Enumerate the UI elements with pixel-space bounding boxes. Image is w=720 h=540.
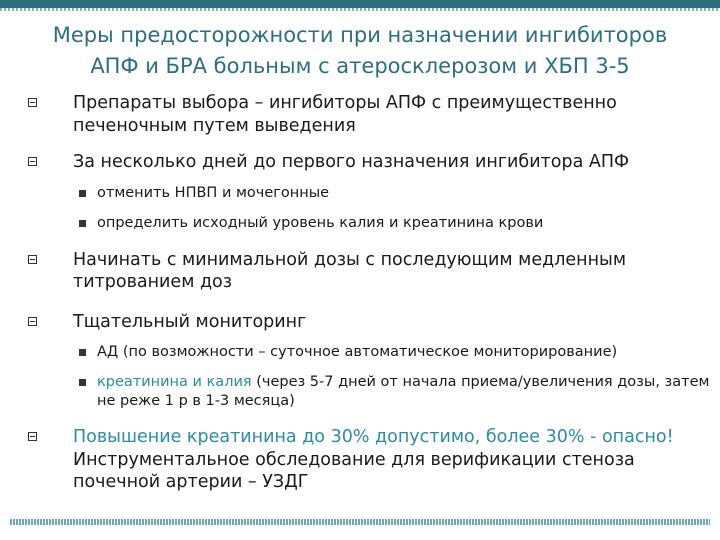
bullet-item-4	[20, 311, 710, 334]
sub-bullet-item	[20, 214, 710, 233]
minus-box-icon	[28, 317, 37, 326]
square-bullet-icon	[79, 349, 86, 356]
square-bullet-icon	[79, 379, 86, 386]
minus-box-icon	[28, 255, 37, 264]
highlighted-text: креатинина и калия	[97, 374, 252, 390]
bullet-item-3	[20, 249, 710, 294]
bullet-item-1	[20, 92, 710, 137]
sub-bullet-text: отменить НПВП и мочегонные	[97, 184, 330, 201]
bullet-list	[20, 92, 710, 494]
minus-box-icon	[28, 432, 37, 441]
bullet-text: Препараты выбора – ингибиторы АПФ с преимущественно печеночным путем выведения	[73, 93, 617, 136]
sub-bullet-item	[20, 373, 710, 411]
square-bullet-icon	[79, 190, 86, 197]
top-accent-bar	[0, 0, 720, 8]
title-line-2: АПФ и БРА больным с атеросклерозом и ХБП 3-5	[90, 54, 630, 78]
sub-bullet-item	[20, 184, 710, 203]
square-bullet-icon	[79, 220, 86, 227]
sub-bullet-text: (через 5-7 дней от начала приема/увеличения дозы, затем не реже 1 р в 1-3 месяца)	[97, 374, 710, 409]
top-stripe-decoration	[0, 8, 720, 11]
sub-bullet-text: АД (по возможности – суточное автоматическое мониторирование)	[97, 344, 618, 360]
sub-bullet-text: определить исходный уровень калия и креатинина крови	[97, 214, 544, 231]
bullet-text: Начинать с минимальной дозы с последующим медленным титрованием доз	[73, 249, 627, 292]
bullet-text: За несколько дней до первого назначения ингибитора АПФ	[73, 152, 630, 172]
slide-title	[0, 20, 720, 82]
bullet-text: Инструментальное обследование для верификации стеноза почечной артерии – УЗДГ	[73, 449, 635, 492]
sub-bullet-item	[20, 343, 710, 362]
bullet-item-5	[20, 426, 710, 494]
bottom-stripe-decoration	[10, 519, 710, 525]
minus-box-icon	[28, 157, 37, 166]
highlighted-text: Повышение креатинина до 30% допустимо, более 30% - опасно!	[73, 427, 674, 447]
bullet-item-2	[20, 151, 710, 174]
title-line-1: Меры предосторожности при назначении ингибиторов	[52, 23, 668, 47]
bullet-text: Тщательный мониторинг	[73, 311, 307, 332]
minus-box-icon	[28, 98, 37, 107]
